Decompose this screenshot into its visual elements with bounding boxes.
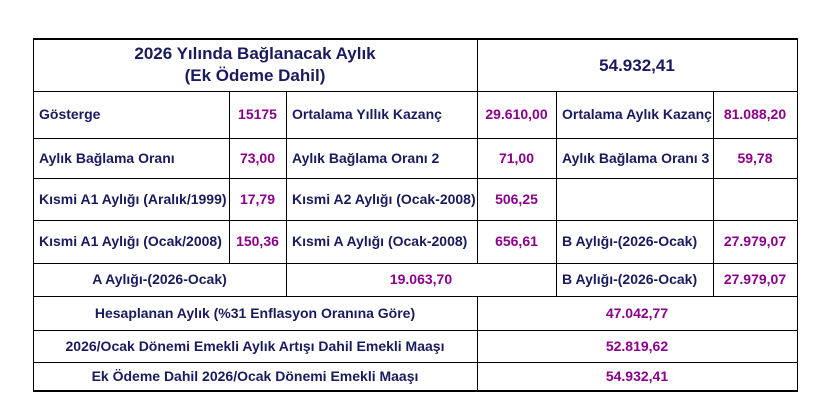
avg-monthly-earning-value: 81.088,20 — [723, 106, 787, 122]
grid-line — [477, 296, 478, 391]
calculated-pension-value: 47.042,77 — [605, 304, 669, 321]
grid-line — [797, 38, 798, 392]
grid-line — [33, 362, 798, 363]
grid-line — [33, 220, 798, 221]
partial-a1-1999-label: Kısmi A1 Aylığı (Aralık/1999) — [39, 190, 227, 207]
grid-line — [33, 330, 798, 331]
partial-a-2008-label: Kısmi A Aylığı (Ocak-2008) — [292, 233, 468, 249]
partial-a-2008-value: 656,61 — [495, 233, 538, 249]
empty-cell — [556, 178, 713, 220]
indicator-value: 15175 — [238, 106, 277, 122]
empty-cell — [713, 178, 797, 220]
pension-with-increase-label: 2026/Ocak Dönemi Emekli Aylık Artışı Dahil Emekli Maaşı — [65, 337, 445, 354]
binding-rate-2-label: Aylık Bağlama Oranı 2 — [292, 149, 440, 166]
avg-yearly-earning-value: 29.610,00 — [485, 106, 548, 122]
grid-line — [33, 91, 798, 92]
partial-a1-2008-label: Kısmi A1 Aylığı (Ocak/2008) — [39, 233, 222, 249]
b-pension-2026-label: B Aylığı-(2026-Ocak) — [562, 233, 698, 249]
b-pension-2026-value: 27.979,07 — [723, 233, 787, 249]
a-pension-2026-label: A Aylığı-(2026-Ocak) — [92, 271, 227, 287]
b-pension-2026-label-2: B Aylığı-(2026-Ocak) — [562, 271, 698, 287]
binding-rate-3-value: 59,78 — [737, 149, 773, 166]
avg-yearly-earning-label: Ortalama Yıllık Kazanç — [292, 106, 442, 122]
title-line-1: 2026 Yılında Bağlanacak Aylık — [134, 44, 376, 63]
binding-rate-value: 73,00 — [239, 149, 276, 166]
grid-line — [33, 296, 798, 297]
partial-a1-1999-value: 17,79 — [239, 190, 276, 207]
binding-rate-2-value: 71,00 — [498, 149, 535, 166]
title-line-2: (Ek Ödeme Dahil) — [184, 66, 326, 85]
grid-line — [33, 263, 798, 264]
total-value: 54.932,41 — [599, 55, 675, 75]
grid-line — [286, 91, 287, 296]
binding-rate-label: Aylık Bağlama Oranı — [39, 149, 175, 166]
grid-line — [229, 91, 230, 263]
grid-line — [33, 38, 34, 392]
grid-line — [713, 91, 714, 296]
b-pension-2026-value-2: 27.979,07 — [723, 271, 787, 287]
grid-line — [33, 38, 798, 40]
partial-a1-2008-value: 150,36 — [236, 233, 279, 249]
grid-line — [556, 91, 557, 296]
pension-with-increase-value: 52.819,62 — [605, 337, 669, 354]
binding-rate-3-label: Aylık Bağlama Oranı 3 — [562, 149, 710, 166]
grid-line — [477, 38, 478, 91]
pension-with-supplement-label: Ek Ödeme Dahil 2026/Ocak Dönemi Emekli Maaşı — [91, 368, 419, 384]
table-title — [33, 39, 477, 91]
avg-monthly-earning-label: Ortalama Aylık Kazanç — [562, 106, 712, 122]
partial-a2-2008-label: Kısmi A2 Aylığı (Ocak-2008) — [292, 190, 476, 207]
grid-line — [33, 390, 798, 392]
pension-with-supplement-value: 54.932,41 — [605, 368, 669, 384]
partial-a2-2008-value: 506,25 — [495, 190, 538, 207]
indicator-label: Gösterge — [39, 106, 101, 122]
grid-line — [33, 178, 798, 179]
calculated-pension-label: Hesaplanan Aylık (%31 Enflasyon Oranına Göre) — [94, 304, 416, 321]
grid-line — [477, 91, 478, 263]
a-pension-2026-value: 19.063,70 — [389, 271, 453, 287]
grid-line — [33, 138, 798, 139]
